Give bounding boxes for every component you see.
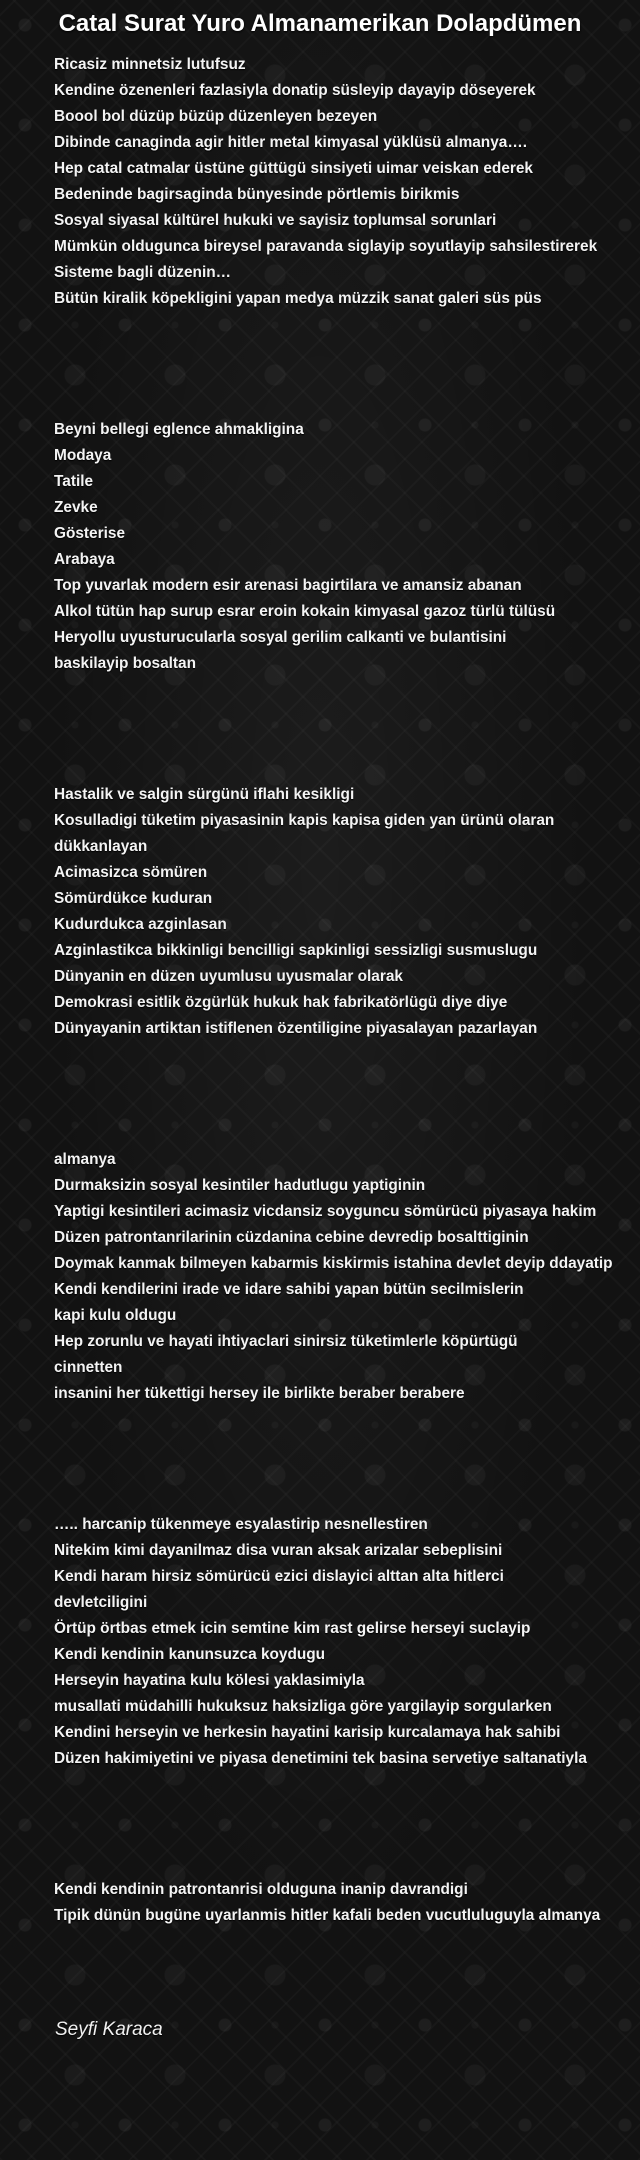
poem-line: insanini her tükettigi hersey ile birlikte beraber berabere xyxy=(54,1385,465,1402)
stanza xyxy=(54,1512,634,1772)
stanza xyxy=(54,1147,634,1407)
poem-line: Hep catal catmalar üstüne güttügü sinsiyeti uimar veiskan ederek xyxy=(54,160,533,177)
poem-line: Bedeninde bagirsaginda bünyesinde pörtlemis birikmis xyxy=(54,186,460,203)
poem-line: cinnetten xyxy=(54,1359,123,1376)
poem-line: almanya xyxy=(54,1151,116,1168)
author-signature: Seyfi Karaca xyxy=(55,2019,163,2040)
poem-line: Yaptigi kesintileri acimasiz vicdansiz soyguncu sömürücü piyasaya hakim xyxy=(54,1203,597,1220)
poem-body xyxy=(54,52,634,2034)
poem-line: Dünyanin en düzen uyumlusu uyusmalar olarak xyxy=(54,968,403,985)
poem-line: Herseyin hayatina kulu kölesi yaklasimiyla xyxy=(54,1672,365,1689)
poem-line: Demokrasi esitlik özgürlük hukuk hak fabrikatörlügü diye diye xyxy=(54,994,508,1011)
poem-line: Dünyayanin artiktan istiflenen özentiligine piyasalayan pazarlayan xyxy=(54,1020,538,1037)
poem-line: Beyni bellegi eglence ahmakligina xyxy=(54,421,304,438)
poem-line: Nitekim kimi dayanilmaz disa vuran aksak arizalar sebeplisini xyxy=(54,1542,503,1559)
poem-line: Kendi kendinin kanunsuzca koydugu xyxy=(54,1646,326,1663)
poem-line: Kendi haram hirsiz sömürücü ezici dislayici alttan alta hitlerci xyxy=(54,1568,504,1585)
poem-line: Örtüp örtbas etmek icin semtine kim rast gelirse herseyi suclayip xyxy=(54,1620,531,1637)
poem-line: Ricasiz minnetsiz lutufsuz xyxy=(54,56,246,73)
poem-line: Arabaya xyxy=(54,551,115,568)
poem-line: Modaya xyxy=(54,447,112,464)
poem-title: Catal Surat Yuro Almanamerikan Dolapdümen xyxy=(58,10,582,37)
poem-line: Azginlastikca bikkinligi bencilligi sapkinligi sessizligi susmuslugu xyxy=(54,942,538,959)
poem-line: Kosulladigi tüketim piyasasinin kapis kapisa giden yan ürünü olaran xyxy=(54,812,555,829)
poem-line: Mümkün oldugunca bireysel paravanda siglayip soyutlayip sahsilestirerek xyxy=(54,238,598,255)
poem-line: Durmaksizin sosyal kesintiler hadutlugu yaptiginin xyxy=(54,1177,426,1194)
poem-line: Zevke xyxy=(54,499,98,516)
poem-line: Hep zorunlu ve hayati ihtiyaclari sinirsiz tüketimlerle köpürtügü xyxy=(54,1333,518,1350)
poem-line: Top yuvarlak modern esir arenasi bagirtilara ve amansiz abanan xyxy=(54,577,522,594)
poem-line: Düzen hakimiyetini ve piyasa denetimini tek basina servetiye saltanatiyla xyxy=(54,1750,587,1767)
poem-line: Gösterise xyxy=(54,525,126,542)
poem-line: devletciligini xyxy=(54,1594,148,1611)
poem-line: Düzen patrontanrilarinin cüzdanina cebine devredip bosalttiginin xyxy=(54,1229,529,1246)
poem-line: ….. harcanip tükenmeye esyalastirip nesnellestiren xyxy=(54,1516,428,1533)
poem-line: kapi kulu oldugu xyxy=(54,1307,177,1324)
poem-line: baskilayip bosaltan xyxy=(54,655,196,672)
poem-line: Sosyal siyasal kültürel hukuki ve sayisiz toplumsal sorunlari xyxy=(54,212,497,229)
stanza xyxy=(54,417,634,677)
stanza xyxy=(54,782,634,1042)
poem-line: Kendini herseyin ve herkesin hayatini karisip kurcalamaya hak sahibi xyxy=(54,1724,561,1741)
poem-line: Boool bol düzüp büzüp düzenleyen bezeyen xyxy=(54,108,378,125)
poem-line: Hastalik ve salgin sürgünü iflahi kesikligi xyxy=(54,786,355,803)
poem-line: Alkol tütün hap surup esrar eroin kokain kimyasal gazoz türlü tülüsü xyxy=(54,603,556,620)
poem-line: Bütün kiralik köpekligini yapan medya müzzik sanat galeri süs püs xyxy=(54,290,542,307)
stanza xyxy=(54,52,634,312)
poem-line: Sömürdükce kuduran xyxy=(54,890,213,907)
poem-line: Heryollu uyusturucularla sosyal gerilim calkanti ve bulantisini xyxy=(54,629,507,646)
poem-line: Acimasizca sömüren xyxy=(54,864,208,881)
stanza xyxy=(54,1877,634,1929)
poem-line: dükkanlayan xyxy=(54,838,148,855)
poem-line: musallati müdahilli hukuksuz haksizliga göre yargilayip sorgularken xyxy=(54,1698,552,1715)
poem-line: Kendine özenenleri fazlasiyla donatip süsleyip dayayip döseyerek xyxy=(54,82,536,99)
poem-line: Doymak kanmak bilmeyen kabarmis kiskirmis istahina devlet deyip ddayatip xyxy=(54,1255,613,1272)
poem-line: Kudurdukca azginlasan xyxy=(54,916,227,933)
poem-line: Kendi kendilerini irade ve idare sahibi yapan bütün secilmislerin xyxy=(54,1281,524,1298)
poem-line: Kendi kendinin patrontanrisi olduguna inanip davrandigi xyxy=(54,1881,468,1898)
poem-line: Dibinde canaginda agir hitler metal kimyasal yüklüsü almanya…. xyxy=(54,134,527,151)
poem-line: Tipik dünün bugüne uyarlanmis hitler kafali beden vucutluluguyla almanya xyxy=(54,1907,601,1924)
poem-line: Tatile xyxy=(54,473,94,490)
poem-line: Sisteme bagli düzenin… xyxy=(54,264,232,281)
